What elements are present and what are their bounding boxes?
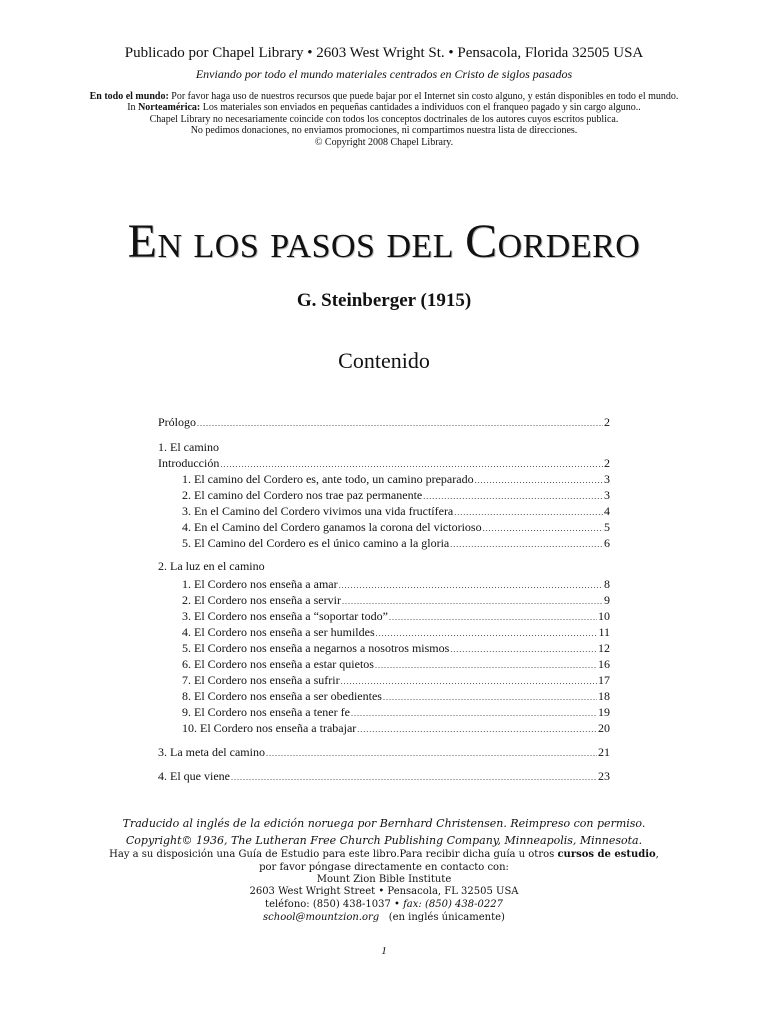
toc-leader bbox=[450, 641, 597, 656]
toc-entry[interactable] bbox=[182, 488, 610, 503]
toc-entry[interactable] bbox=[182, 625, 610, 640]
toc-page-number: 10 bbox=[598, 609, 610, 623]
toc-leader bbox=[454, 504, 603, 519]
toc-entry[interactable] bbox=[158, 745, 610, 760]
title-word-rest: ORDERO bbox=[497, 228, 641, 265]
toc-page-number: 12 bbox=[598, 641, 610, 655]
toc-page-number: 9 bbox=[604, 593, 610, 607]
toc-entry-label: 10. El Cordero nos enseña a trabajar bbox=[182, 721, 357, 735]
title-word: DEL bbox=[386, 228, 455, 265]
notice-na-label: Norteamérica: bbox=[138, 102, 201, 113]
title-initial-c: C bbox=[465, 215, 498, 268]
toc-entry-label: 6. El Cordero nos enseña a estar quietos bbox=[182, 657, 374, 671]
notice-north-america bbox=[0, 102, 768, 113]
toc-leader bbox=[389, 609, 597, 624]
notice-na-text: Los materiales son enviados en pequeñas cantidades a individuos con el franqueo pagado y sin cargo alguno.. bbox=[202, 102, 641, 113]
toc-page-number: 19 bbox=[598, 705, 610, 719]
toc-page-number: 5 bbox=[604, 520, 610, 534]
toc-entry[interactable] bbox=[182, 504, 610, 519]
publisher-line: Publicado por Chapel Library • 2603 West Wright St. • Pensacola, Florida 32505 USA bbox=[124, 45, 644, 61]
title-word: PASOS bbox=[270, 228, 376, 265]
toc-leader bbox=[450, 536, 603, 551]
toc-leader bbox=[357, 721, 597, 736]
toc-entry-label: 3. En el Camino del Cordero vivimos una vida fructífera bbox=[182, 504, 454, 518]
toc-entry[interactable] bbox=[182, 657, 610, 672]
toc-entry[interactable] bbox=[182, 641, 610, 656]
toc-entry[interactable] bbox=[182, 577, 610, 592]
toc-entry[interactable] bbox=[158, 456, 610, 471]
toc-entry[interactable] bbox=[182, 520, 610, 535]
toc-entry-label: 5. El Camino del Cordero es el único camino a la gloria bbox=[182, 536, 450, 550]
toc-page-number: 2 bbox=[604, 415, 610, 429]
toc-entry[interactable] bbox=[182, 609, 610, 624]
toc-entry[interactable] bbox=[182, 721, 610, 736]
toc-page-number: 16 bbox=[598, 657, 610, 671]
toc-leader bbox=[220, 456, 603, 471]
toc-part-heading: 1. El camino bbox=[158, 440, 219, 454]
toc-page-number: 4 bbox=[604, 504, 610, 518]
bullet-separator: • bbox=[394, 899, 400, 910]
phone-label: teléfono: bbox=[265, 899, 310, 910]
toc-page-number: 20 bbox=[598, 721, 610, 735]
toc-page-number: 2 bbox=[604, 456, 610, 470]
toc-entry-label: Prólogo bbox=[158, 415, 197, 429]
contact-note: por favor póngase directamente en contacto con: bbox=[259, 862, 509, 873]
toc-leader bbox=[423, 488, 603, 503]
institute-name: Mount Zion Bible Institute bbox=[316, 874, 452, 885]
toc-leader bbox=[351, 705, 597, 720]
toc-entry-label: 9. El Cordero nos enseña a tener fe bbox=[182, 705, 350, 719]
toc-page-number: 3 bbox=[604, 472, 610, 486]
toc-entry[interactable] bbox=[158, 769, 610, 784]
toc-leader bbox=[197, 415, 603, 430]
study-guide-comma: , bbox=[655, 849, 659, 860]
toc-entry[interactable] bbox=[182, 593, 610, 608]
notice-world-text: Por favor haga uso de nuestros recursos que puede bajar por el Internet sin costo alguno, y están disponibles en todo el mundo. bbox=[171, 91, 679, 102]
book-title bbox=[0, 214, 768, 269]
toc-entry-label: 8. El Cordero nos enseña a ser obedientes bbox=[182, 689, 382, 703]
fax-number: (850) 438-0227 bbox=[424, 899, 503, 910]
title-initial-e: E bbox=[127, 215, 158, 268]
notice-doctrine: Chapel Library no necesariamente coincide con todos los conceptos doctrinales de los autores cuyos escritos publica. bbox=[149, 114, 619, 125]
toc-entry[interactable] bbox=[158, 415, 610, 430]
toc-leader bbox=[475, 472, 603, 487]
toc-entry-label: 2. El camino del Cordero nos trae paz permanente bbox=[182, 488, 423, 502]
toc-page-number: 6 bbox=[604, 536, 610, 550]
author-line: G. Steinberger (1915) bbox=[296, 290, 472, 311]
toc-part-heading: 2. La luz en el camino bbox=[158, 559, 265, 573]
toc-page-number: 23 bbox=[598, 769, 610, 783]
email-link[interactable]: school@mountzion.org bbox=[263, 912, 380, 923]
toc-leader bbox=[341, 673, 597, 688]
notice-donations: No pedimos donaciones, no enviamos promociones, ni compartimos nuestra lista de direcciones. bbox=[190, 125, 578, 136]
title-word-rest: N bbox=[157, 228, 183, 265]
toc-leader bbox=[483, 520, 603, 535]
toc-page-number: 3 bbox=[604, 488, 610, 502]
notice-world bbox=[0, 91, 768, 102]
toc-entry-label: 3. El Cordero nos enseña a “soportar todo” bbox=[182, 609, 388, 623]
toc-page-number: 21 bbox=[598, 745, 610, 759]
copyright-2008: © Copyright 2008 Chapel Library. bbox=[314, 137, 454, 148]
toc-entry-label: 1. El Cordero nos enseña a amar bbox=[182, 577, 338, 591]
toc-leader bbox=[339, 577, 603, 592]
toc-entry[interactable] bbox=[182, 689, 610, 704]
phone-fax-line bbox=[0, 899, 768, 910]
toc-page-number: 18 bbox=[598, 689, 610, 703]
toc-entry-label: 4. En el Camino del Cordero ganamos la corona del victorioso bbox=[182, 520, 482, 534]
tagline: Enviando por todo el mundo materiales centrados en Cristo de siglos pasados bbox=[195, 67, 573, 81]
toc-page-number: 17 bbox=[598, 673, 610, 687]
toc-page-number: 8 bbox=[604, 577, 610, 591]
institute-address: 2603 West Wright Street • Pensacola, FL 32505 USA bbox=[249, 886, 519, 897]
copyright-1936: Copyright© 1936, The Lutheran Free Church Publishing Company, Minneapolis, Minnesota. bbox=[125, 834, 643, 847]
study-guide-note bbox=[0, 849, 768, 860]
contents-heading: Contenido bbox=[338, 348, 430, 373]
toc-leader bbox=[342, 593, 603, 608]
toc-entry-label: Introducción bbox=[158, 456, 220, 470]
toc-entry-label: 3. La meta del camino bbox=[158, 745, 265, 759]
translation-note: Traducido al inglés de la edición noruega por Bernhard Christensen. Reimpreso con permiso. bbox=[122, 817, 646, 830]
toc-entry[interactable] bbox=[182, 536, 610, 551]
toc-leader bbox=[376, 625, 598, 640]
toc-leader bbox=[231, 769, 597, 784]
phone-number: (850) 438-1037 bbox=[312, 899, 391, 910]
toc-entry-label: 2. El Cordero nos enseña a servir bbox=[182, 593, 341, 607]
study-courses-link[interactable]: cursos de estudio bbox=[557, 849, 656, 860]
toc-entry-label: 1. El camino del Cordero es, ante todo, un camino preparado bbox=[182, 472, 474, 486]
toc-leader bbox=[375, 657, 597, 672]
toc-entry[interactable] bbox=[182, 705, 610, 720]
toc-page-number: 11 bbox=[598, 625, 610, 639]
study-guide-text: Hay a su disposición una Guía de Estudio para este libro.Para recibir dicha guía u otros bbox=[109, 849, 555, 860]
toc-entry[interactable] bbox=[182, 673, 610, 688]
toc-entry-label: 5. El Cordero nos enseña a negarnos a nosotros mismos bbox=[182, 641, 450, 655]
toc-leader bbox=[266, 745, 597, 760]
toc-entry-label: 7. El Cordero nos enseña a sufrir bbox=[182, 673, 340, 687]
title-word: LOS bbox=[193, 228, 260, 265]
toc-entry-label: 4. El que viene bbox=[158, 769, 230, 783]
notice-world-label: En todo el mundo: bbox=[89, 91, 169, 102]
notice-na-prefix: In bbox=[127, 102, 136, 113]
toc-entry[interactable] bbox=[182, 472, 610, 487]
toc-leader bbox=[383, 689, 597, 704]
page-number: 1 bbox=[381, 945, 387, 957]
email-line bbox=[0, 912, 768, 923]
toc-entry-label: 4. El Cordero nos enseña a ser humildes bbox=[182, 625, 375, 639]
english-only-note: (en inglés únicamente) bbox=[388, 912, 505, 923]
fax-label: fax: bbox=[403, 899, 422, 910]
